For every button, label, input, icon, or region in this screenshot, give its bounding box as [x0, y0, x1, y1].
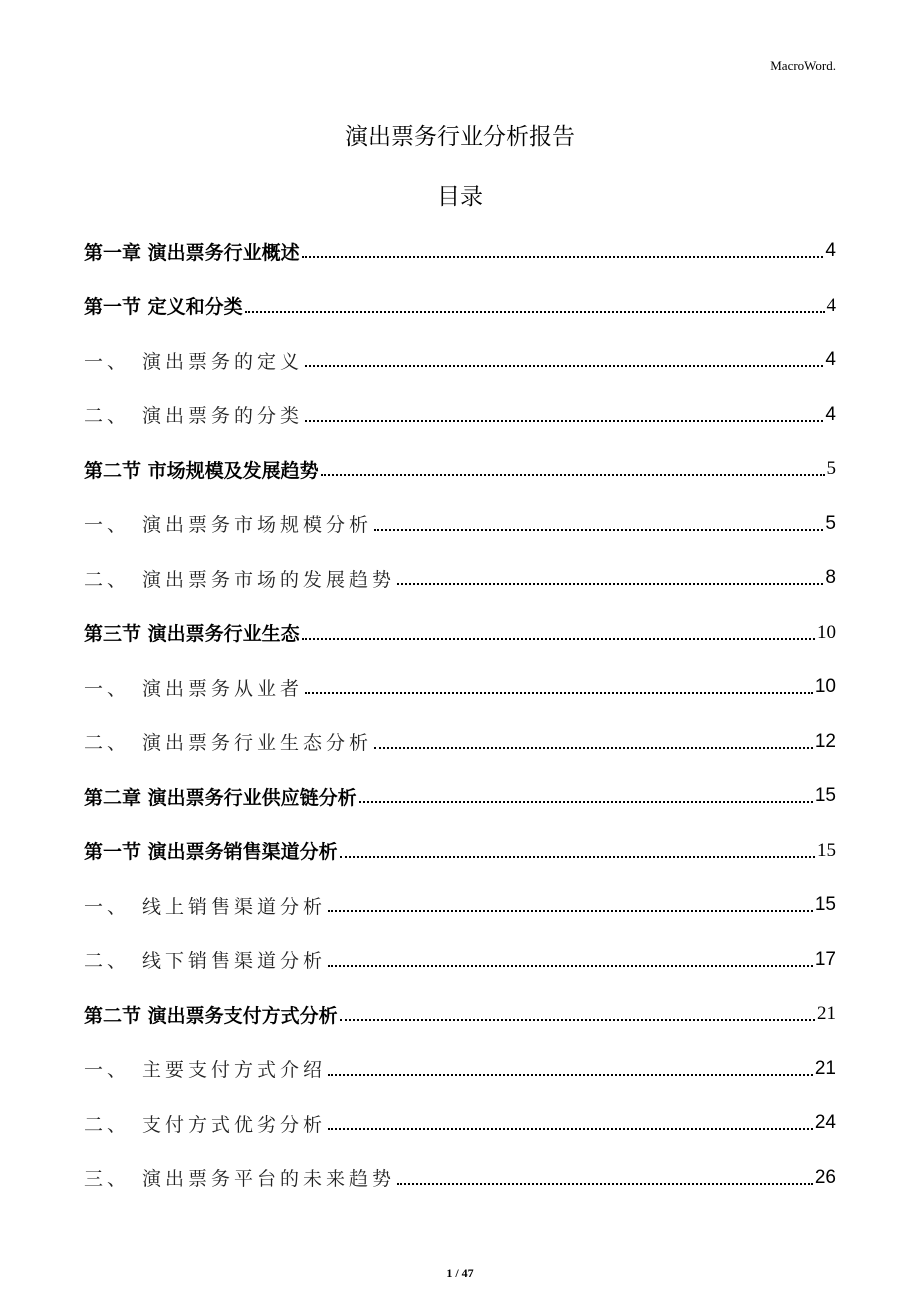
toc-dot-leader [374, 747, 813, 749]
toc-entry-text: 线下销售渠道分析 [142, 950, 327, 973]
toc-entry-label [84, 510, 372, 537]
header-brand: MacroWord. [770, 58, 836, 73]
toc-entry-item[interactable] [84, 1096, 836, 1151]
table-of-contents [84, 224, 836, 1205]
toc-entry-section[interactable] [84, 606, 836, 661]
toc-entry-label: 第二节 市场规模及发展趋势 [84, 459, 319, 482]
toc-entry-page-number: 12 [814, 730, 836, 752]
toc-dot-leader [374, 529, 823, 531]
toc-entry-page-number: 4 [825, 349, 836, 371]
toc-dot-leader [305, 692, 813, 694]
toc-entry-item[interactable] [84, 715, 836, 770]
toc-entry-label: 第一章 演出票务行业概述 [84, 241, 300, 264]
toc-entry-page-number: 4 [825, 403, 836, 425]
toc-entry-item[interactable] [84, 388, 836, 443]
toc-dot-leader [397, 1183, 813, 1185]
toc-entry-section[interactable] [84, 442, 836, 497]
toc-entry-item[interactable] [84, 551, 836, 606]
page-indicator: 1 / 47 [446, 1266, 474, 1280]
toc-entry-text: 主要支付方式介绍 [142, 1059, 327, 1082]
toc-entry-page-number: 10 [817, 621, 836, 643]
toc-entry-number: 二、 [84, 405, 131, 428]
toc-entry-text: 支付方式优劣分析 [142, 1113, 327, 1136]
toc-entry-number: 二、 [84, 732, 131, 755]
toc-entry-text: 演出票务市场规模分析 [142, 514, 373, 537]
toc-entry-text: 演出票务从业者 [142, 677, 304, 700]
toc-entry-text: 线上销售渠道分析 [142, 895, 327, 918]
toc-entry-number: 一、 [84, 514, 131, 537]
toc-dot-leader [305, 365, 823, 367]
toc-entry-section[interactable] [84, 824, 836, 879]
toc-entry-label [84, 347, 303, 374]
toc-dot-leader [245, 311, 825, 313]
toc-dot-leader [328, 1128, 813, 1130]
toc-entry-label [84, 892, 326, 919]
toc-dot-leader [328, 965, 813, 967]
toc-entry-item[interactable] [84, 1042, 836, 1097]
toc-entry-label: 第二节 演出票务支付方式分析 [84, 1004, 338, 1027]
toc-entry-page-number: 21 [817, 1003, 836, 1025]
toc-entry-page-number: 17 [814, 948, 836, 970]
toc-entry-label: 第二章 演出票务行业供应链分析 [84, 786, 357, 809]
toc-entry-label [84, 401, 303, 428]
toc-entry-page-number: 21 [814, 1057, 836, 1079]
toc-entry-number: 二、 [84, 568, 131, 591]
toc-entry-page-number: 5 [825, 512, 836, 534]
toc-entry-page-number: 24 [814, 1112, 836, 1134]
toc-dot-leader [328, 1074, 813, 1076]
toc-entry-text: 演出票务平台的未来趋势 [142, 1168, 396, 1191]
toc-dot-leader [328, 910, 813, 912]
toc-entry-number: 一、 [84, 350, 131, 373]
toc-entry-page-number: 10 [814, 676, 836, 698]
toc-entry-number: 二、 [84, 1113, 131, 1136]
toc-entry-number: 三、 [84, 1168, 131, 1191]
document-title: 演出票务行业分析报告 [345, 124, 575, 150]
toc-entry-page-number: 26 [814, 1166, 836, 1188]
toc-entry-label: 第三节 演出票务行业生态 [84, 623, 300, 646]
toc-dot-leader [359, 801, 813, 803]
toc-dot-leader [321, 474, 825, 476]
toc-entry-label: 第一节 演出票务销售渠道分析 [84, 841, 338, 864]
toc-entry-text: 演出票务行业生态分析 [142, 732, 373, 755]
toc-entry-page-number: 15 [814, 894, 836, 916]
toc-entry-page-number: 4 [826, 294, 836, 316]
toc-entry-number: 一、 [84, 1059, 131, 1082]
toc-entry-item[interactable] [84, 933, 836, 988]
toc-entry-item[interactable] [84, 497, 836, 552]
toc-dot-leader [302, 638, 815, 640]
toc-dot-leader [340, 856, 815, 858]
toc-entry-label [84, 1110, 326, 1137]
toc-entry-item[interactable] [84, 660, 836, 715]
toc-entry-chapter[interactable] [84, 224, 836, 279]
toc-entry-label [84, 728, 372, 755]
toc-entry-section[interactable] [84, 987, 836, 1042]
toc-entry-label [84, 946, 326, 973]
toc-entry-page-number: 8 [825, 567, 836, 589]
toc-entry-label [84, 674, 303, 701]
toc-entry-number: 二、 [84, 950, 131, 973]
toc-entry-text: 演出票务市场的发展趋势 [142, 568, 396, 591]
toc-entry-page-number: 15 [814, 785, 836, 807]
toc-entry-page-number: 15 [817, 839, 836, 861]
toc-entry-page-number: 4 [825, 240, 836, 262]
toc-entry-label [84, 1164, 395, 1191]
toc-entry-page-number: 5 [826, 458, 836, 480]
toc-entry-item[interactable] [84, 333, 836, 388]
toc-entry-text: 演出票务的分类 [142, 405, 304, 428]
toc-entry-chapter[interactable] [84, 769, 836, 824]
toc-entry-label [84, 565, 395, 592]
toc-entry-label: 第一节 定义和分类 [84, 296, 243, 319]
toc-dot-leader [305, 420, 823, 422]
toc-dot-leader [397, 583, 823, 585]
toc-dot-leader [302, 256, 824, 258]
toc-entry-section[interactable] [84, 279, 836, 334]
toc-dot-leader [340, 1019, 815, 1021]
toc-entry-text: 演出票务的定义 [142, 350, 304, 373]
toc-entry-number: 一、 [84, 895, 131, 918]
toc-heading: 目录 [437, 184, 483, 210]
toc-entry-number: 一、 [84, 677, 131, 700]
toc-entry-item[interactable] [84, 1151, 836, 1206]
toc-entry-label [84, 1055, 326, 1082]
toc-entry-item[interactable] [84, 878, 836, 933]
